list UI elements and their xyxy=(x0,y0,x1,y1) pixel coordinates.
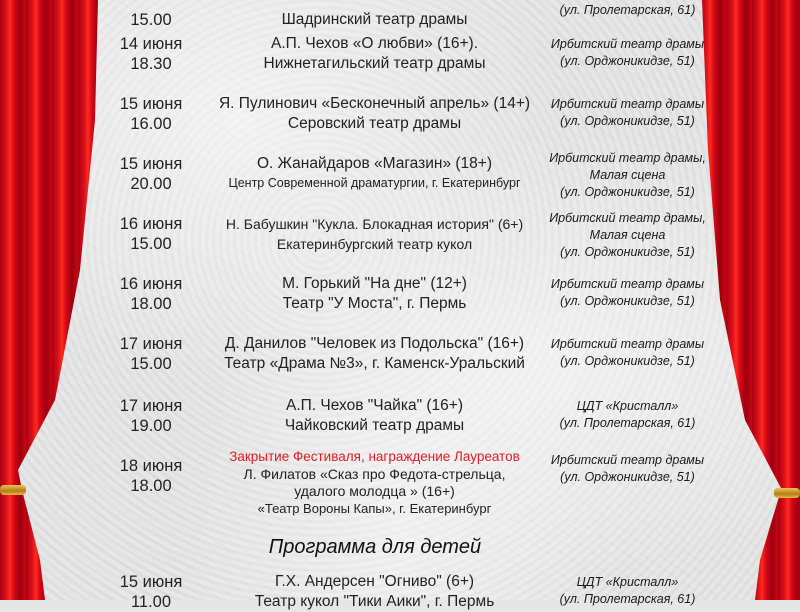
show-title: М. Горький "На дне" (12+) xyxy=(282,275,467,292)
event-show xyxy=(202,94,547,134)
event-show xyxy=(202,396,547,436)
event-show xyxy=(202,34,547,74)
venue-address: (ул. Орджоникидзе, 51) xyxy=(560,185,695,199)
venue-address: (ул. Пролетарская, 61) xyxy=(559,3,696,17)
event-date: 17 июня xyxy=(119,335,183,353)
event-time: 16.00 xyxy=(130,115,172,133)
event-datetime xyxy=(100,154,202,194)
show-title: Л. Филатов «Сказ про Федота-стрельца, xyxy=(243,466,506,482)
venue-address: (ул. Орджоникидзе, 51) xyxy=(560,354,695,368)
venue-name: Ирбитский театр драмы xyxy=(550,277,705,291)
show-company: Екатеринбургский театр кукол xyxy=(276,236,473,252)
event-show xyxy=(202,572,547,612)
children-program-title: Программа для детей xyxy=(268,536,482,558)
venue-name: Ирбитский театр драмы, xyxy=(549,211,706,225)
event-venue xyxy=(545,210,710,261)
event-show xyxy=(202,274,547,314)
event-datetime xyxy=(100,0,202,30)
show-company: Шадринский театр драмы xyxy=(281,11,468,28)
event-time: 15.00 xyxy=(130,355,172,373)
show-company: Театр "У Моста", г. Пермь xyxy=(282,295,467,312)
event-venue xyxy=(545,276,710,310)
show-title: Д. Данилов "Человек из Подольска" (16+) xyxy=(224,335,525,352)
event-date: 18 июня xyxy=(119,457,183,475)
closing-announcement: Закрытие Фестиваля, награждение Лауреатов xyxy=(229,449,520,464)
event-venue xyxy=(545,574,710,608)
event-datetime xyxy=(100,334,202,374)
show-company: Серовский театр драмы xyxy=(287,115,462,132)
event-datetime xyxy=(100,456,202,496)
event-date: 15 июня xyxy=(119,155,183,173)
show-title: А.П. Чехов "Чайка" (16+) xyxy=(285,397,464,414)
event-show xyxy=(202,334,547,374)
event-datetime xyxy=(100,572,202,612)
venue-address: (ул. Орджоникидзе, 51) xyxy=(560,54,695,68)
event-date: 15 июня xyxy=(119,95,183,113)
venue-stage: Малая сцена xyxy=(589,168,666,182)
event-venue xyxy=(545,398,710,432)
event-datetime xyxy=(100,94,202,134)
event-venue xyxy=(545,2,710,19)
event-time: 15.00 xyxy=(130,235,172,253)
venue-address: (ул. Орджоникидзе, 51) xyxy=(560,470,695,484)
event-show xyxy=(202,214,547,254)
show-title: А.П. Чехов «О любви» (16+). xyxy=(270,35,479,52)
event-datetime xyxy=(100,214,202,254)
show-company: Чайковский театр драмы xyxy=(284,417,465,434)
show-company: Театр кукол "Тики Аики", г. Пермь xyxy=(254,593,495,610)
event-show xyxy=(202,10,547,30)
venue-name: Ирбитский театр драмы xyxy=(550,453,705,467)
event-date: 17 июня xyxy=(119,397,183,415)
venue-address: (ул. Орджоникидзе, 51) xyxy=(560,114,695,128)
event-venue xyxy=(545,150,710,201)
venue-address: (ул. Орджоникидзе, 51) xyxy=(560,245,695,259)
venue-stage: Малая сцена xyxy=(589,228,666,242)
event-time: 15.00 xyxy=(130,11,172,29)
show-title: О. Жанайдаров «Магазин» (18+) xyxy=(256,155,492,172)
event-venue xyxy=(545,96,710,130)
event-venue xyxy=(545,336,710,370)
event-datetime xyxy=(100,396,202,436)
venue-name: Ирбитский театр драмы, xyxy=(549,151,706,165)
event-date: 14 июня xyxy=(119,35,183,53)
show-company: Центр Современной драматургии, г. Екатеринбург xyxy=(228,176,521,190)
venue-address: (ул. Пролетарская, 61) xyxy=(559,416,696,430)
venue-address: (ул. Пролетарская, 61) xyxy=(559,592,696,606)
event-date xyxy=(100,0,202,10)
venue-name: ЦДТ «Кристалл» xyxy=(576,399,679,413)
event-date: 15 июня xyxy=(119,573,183,591)
event-time: 18.00 xyxy=(130,477,172,495)
event-date: 16 июня xyxy=(119,215,183,233)
event-time: 18.30 xyxy=(130,55,172,73)
show-title: Г.Х. Андерсен "Огниво" (6+) xyxy=(274,573,475,590)
venue-address: (ул. Орджоникидзе, 51) xyxy=(560,294,695,308)
event-datetime xyxy=(100,274,202,314)
venue-name: Ирбитский театр драмы xyxy=(550,97,705,111)
event-datetime xyxy=(100,34,202,74)
venue-name: Ирбитский театр драмы xyxy=(550,337,705,351)
event-time: 20.00 xyxy=(130,175,172,193)
show-title-cont: удалого молодца » (16+) xyxy=(294,483,455,499)
event-time: 19.00 xyxy=(130,417,172,435)
left-curtain-tie xyxy=(0,485,26,495)
right-curtain-tie xyxy=(774,488,800,498)
event-time: 18.00 xyxy=(130,295,172,313)
event-venue xyxy=(545,36,710,70)
event-show xyxy=(202,448,547,517)
event-show xyxy=(202,154,547,192)
event-time: 11.00 xyxy=(130,593,172,611)
venue-name: Ирбитский театр драмы xyxy=(550,37,705,51)
event-date: 16 июня xyxy=(119,275,183,293)
show-title: Н. Бабушкин "Кукла. Блокадная история" (6+) xyxy=(225,216,524,232)
show-company: Театр «Драма №3», г. Каменск-Уральский xyxy=(224,355,525,372)
show-title: Я. Пулинович «Бесконечный апрель» (14+) xyxy=(218,95,531,112)
venue-name: ЦДТ «Кристалл» xyxy=(576,575,679,589)
show-company: «Театр Вороны Капы», г. Екатеринбург xyxy=(257,501,492,516)
show-company: Нижнетагильский театр драмы xyxy=(263,55,486,72)
event-venue xyxy=(545,452,710,486)
